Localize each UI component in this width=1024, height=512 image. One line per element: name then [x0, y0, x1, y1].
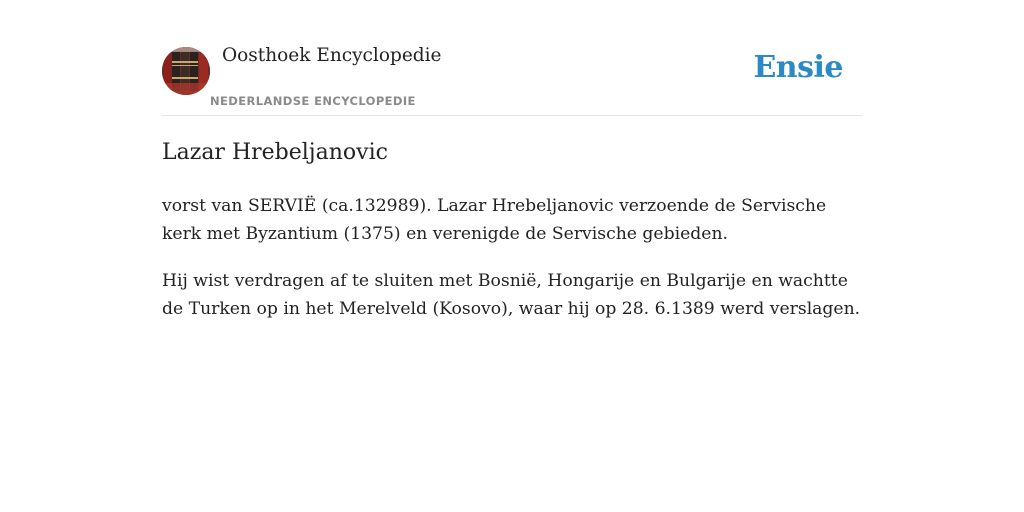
- site-header: [162, 0, 862, 116]
- page-container: [162, 0, 862, 319]
- site-title-link[interactable]: Oosthoek Encyclopedie: [222, 45, 442, 66]
- article-body: [162, 192, 862, 342]
- encyclopedia-books-icon[interactable]: [162, 47, 210, 95]
- article-paragraph: vorst van SERVIË (ca.132989). Lazar Hrebeljanovic verzoende de Servische kerk met Byzantium (1375) en verenigde de Servische gebieden.: [162, 196, 827, 244]
- ensie-logo-link[interactable]: Ensie: [753, 50, 843, 85]
- article-title: Lazar Hrebeljanovic: [162, 140, 388, 165]
- site-subtitle: NEDERLANDSE ENCYCLOPEDIE: [210, 94, 416, 108]
- article-paragraph: Hij wist verdragen af te sluiten met Bosnië, Hongarije en Bulgarije en wachtte de Turken op in het Merelveld (Kosovo), waar hij op 28. 6.1389 werd verslagen.: [162, 271, 861, 319]
